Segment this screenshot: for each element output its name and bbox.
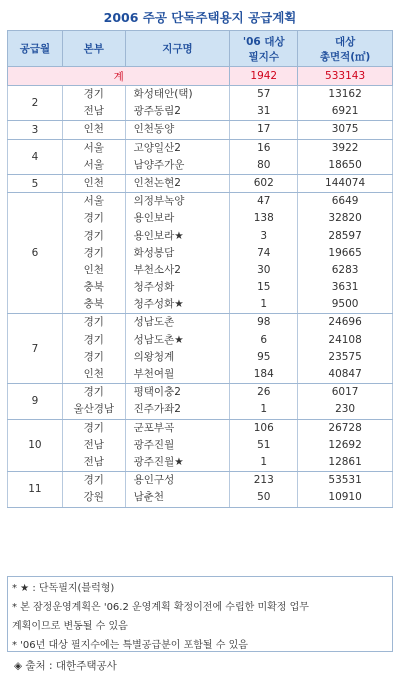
- cell-value: 의정부녹양: [133, 195, 185, 208]
- cell-value: 51: [257, 438, 271, 451]
- table-row: [8, 472, 393, 507]
- cell-value: 15: [257, 281, 271, 294]
- cell-value: 23575: [328, 350, 362, 363]
- cell-value: 19665: [328, 246, 362, 259]
- cell-value: 경기: [83, 88, 104, 100]
- cell-value: 전남: [83, 455, 104, 468]
- cell-value: 13162: [328, 88, 362, 100]
- cell-value: 95: [257, 350, 271, 363]
- cell-value: 남춘천: [133, 491, 165, 504]
- table-row: [8, 193, 393, 314]
- cell-value: 의왕청계: [133, 350, 175, 363]
- lots-cell: [230, 193, 298, 314]
- area-cell: [298, 121, 393, 139]
- table-row: [8, 86, 393, 121]
- source-text: ◈ 출처 : 대한주택공사: [14, 660, 117, 672]
- cell-value: 고양일산2: [133, 141, 181, 154]
- cell-value: 18650: [328, 158, 362, 171]
- cell-value: 경기: [83, 316, 104, 329]
- branch-cell: [62, 174, 125, 192]
- header-district: 지구명: [125, 31, 230, 67]
- lots-cell: [230, 139, 298, 174]
- cell-value: 진주가좌2: [133, 403, 181, 416]
- cell-value: 서울: [83, 195, 104, 208]
- cell-value: 26: [257, 386, 271, 399]
- district-cell: [125, 472, 230, 507]
- lots-cell: [230, 314, 298, 384]
- cell-value: 47: [257, 195, 271, 208]
- header-lots: '06 대상 필지수: [230, 31, 298, 67]
- cell-value: 남양주가운: [133, 158, 185, 171]
- district-cell: [125, 86, 230, 121]
- supply-plan-table: [7, 30, 393, 508]
- table-header-row: [8, 31, 393, 67]
- cell-value: 9500: [331, 298, 359, 311]
- branch-cell: [62, 314, 125, 384]
- cell-value: 경기: [83, 246, 104, 259]
- cell-value: 성남도촌★: [133, 333, 184, 346]
- branch-cell: [62, 121, 125, 139]
- cell-value: 경기: [83, 350, 104, 363]
- table-row: [8, 121, 393, 139]
- lots-cell: [230, 174, 298, 192]
- cell-value: 16: [257, 141, 271, 154]
- notes-box: [7, 576, 393, 652]
- cell-value: 26728: [328, 421, 362, 434]
- table-row: [8, 419, 393, 472]
- cell-value: 경기: [83, 474, 104, 487]
- lots-cell: [230, 472, 298, 507]
- cell-value: 용인구성: [133, 474, 175, 487]
- district-cell: [125, 193, 230, 314]
- cell-value: 6649: [331, 195, 359, 208]
- cell-value: 군포부곡: [133, 421, 175, 434]
- cell-value: 31: [257, 105, 271, 118]
- area-cell: [298, 314, 393, 384]
- cell-value: 213: [253, 474, 274, 487]
- cell-value: 용인보라★: [133, 229, 184, 242]
- cell-value: 충북: [83, 298, 104, 311]
- header-month: 공급월: [8, 31, 63, 67]
- cell-value: 인천: [83, 176, 104, 189]
- month-cell: 5: [8, 174, 63, 192]
- cell-value: 74: [257, 246, 271, 259]
- lots-cell: [230, 419, 298, 472]
- area-cell: [298, 384, 393, 419]
- cell-value: 184: [253, 368, 274, 380]
- table-row: [8, 174, 393, 192]
- cell-value: 용인보라: [133, 212, 175, 225]
- month-cell: 11: [8, 472, 63, 507]
- header-branch: 본부: [62, 31, 125, 67]
- cell-value: 경기: [83, 229, 104, 242]
- district-cell: [125, 384, 230, 419]
- cell-value: 인천논현2: [133, 176, 181, 189]
- area-cell: [298, 472, 393, 507]
- cell-value: 경기: [83, 386, 104, 399]
- cell-value: 3: [260, 229, 268, 242]
- month-cell: 7: [8, 314, 63, 384]
- cell-value: 3075: [331, 123, 359, 136]
- branch-cell: [62, 86, 125, 121]
- branch-cell: [62, 139, 125, 174]
- cell-value: 경기: [83, 421, 104, 434]
- cell-value: 서울: [83, 158, 104, 171]
- cell-value: 6: [260, 333, 268, 346]
- lots-cell: [230, 384, 298, 419]
- cell-value: 부천여월: [133, 368, 175, 380]
- lots-cell: [230, 86, 298, 121]
- cell-value: 광주진월★: [133, 455, 184, 468]
- table-row: [8, 139, 393, 174]
- cell-value: 32820: [328, 212, 362, 225]
- cell-value: 1: [260, 455, 268, 468]
- cell-value: 충북: [83, 281, 104, 294]
- district-cell: [125, 419, 230, 472]
- cell-value: 24108: [328, 333, 362, 346]
- cell-value: 광주동림2: [133, 105, 181, 118]
- cell-value: 24696: [328, 316, 362, 329]
- cell-value: 6283: [331, 263, 359, 276]
- cell-value: 12692: [328, 438, 362, 451]
- cell-value: 성남도촌: [133, 316, 175, 329]
- cell-value: 230: [335, 403, 356, 416]
- month-cell: 10: [8, 419, 63, 472]
- cell-value: 138: [253, 212, 274, 225]
- total-row: [8, 67, 393, 86]
- branch-cell: [62, 472, 125, 507]
- month-cell: 6: [8, 193, 63, 314]
- area-cell: [298, 419, 393, 472]
- cell-value: 30: [257, 263, 271, 276]
- cell-value: 98: [257, 316, 271, 329]
- area-cell: [298, 139, 393, 174]
- cell-value: 1: [260, 403, 268, 416]
- note-line: * ★ : 단독필지(블럭형): [12, 583, 115, 594]
- cell-value: 57: [257, 88, 271, 100]
- cell-value: 10910: [328, 491, 362, 504]
- cell-value: 40847: [328, 368, 362, 380]
- cell-value: 6921: [331, 105, 359, 118]
- header-area: 대상 총면적(㎡): [298, 31, 393, 67]
- area-cell: [298, 86, 393, 121]
- cell-value: 서울: [83, 141, 104, 154]
- cell-value: 광주진월: [133, 438, 175, 451]
- cell-value: 전남: [83, 105, 104, 118]
- cell-value: 12861: [328, 455, 362, 468]
- month-cell: 4: [8, 139, 63, 174]
- month-cell: 2: [8, 86, 63, 121]
- district-cell: [125, 121, 230, 139]
- cell-value: 인천동양: [133, 123, 175, 136]
- cell-value: 화성봉담: [133, 246, 175, 259]
- cell-value: 경기: [83, 333, 104, 346]
- note-line: 계획이므로 변동될 수 있음: [12, 621, 128, 632]
- cell-value: 3922: [331, 141, 359, 154]
- cell-value: 80: [257, 158, 271, 171]
- cell-value: 전남: [83, 438, 104, 451]
- cell-value: 청주성화: [133, 281, 175, 294]
- table-row: [8, 384, 393, 419]
- cell-value: 1: [260, 298, 268, 311]
- cell-value: 602: [253, 176, 274, 189]
- cell-value: 28597: [328, 229, 362, 242]
- cell-value: 강원: [83, 491, 104, 504]
- branch-cell: [62, 384, 125, 419]
- branch-cell: [62, 419, 125, 472]
- cell-value: 청주성화★: [133, 298, 184, 311]
- cell-value: 경기: [83, 212, 104, 225]
- note-line: * 본 잠정운영계획은 '06.2 운영계획 확정이전에 수립한 미확정 업무: [12, 602, 309, 613]
- cell-value: 144074: [325, 176, 366, 189]
- cell-value: 인천: [83, 263, 104, 276]
- month-cell: 9: [8, 384, 63, 419]
- cell-value: 평택이충2: [133, 386, 181, 399]
- cell-value: 화성태안(택): [133, 88, 193, 100]
- total-lots: 1942: [230, 67, 298, 86]
- table-row: [8, 314, 393, 384]
- total-label: 계: [8, 67, 230, 86]
- cell-value: 인천: [83, 123, 104, 136]
- cell-value: 부천소사2: [133, 263, 181, 276]
- cell-value: 인천: [83, 368, 104, 380]
- branch-cell: [62, 193, 125, 314]
- cell-value: 53531: [328, 474, 362, 487]
- district-cell: [125, 174, 230, 192]
- cell-value: 17: [257, 123, 271, 136]
- district-cell: [125, 314, 230, 384]
- cell-value: 3631: [331, 281, 359, 294]
- month-cell: 3: [8, 121, 63, 139]
- note-line: * '06년 대상 필지수에는 특별공급분이 포함될 수 있음: [12, 640, 248, 651]
- total-area: 533143: [298, 67, 393, 86]
- lots-cell: [230, 121, 298, 139]
- area-cell: [298, 174, 393, 192]
- cell-value: 106: [253, 421, 274, 434]
- district-cell: [125, 139, 230, 174]
- page-title: 2006 주공 단독주택용지 공급계획: [103, 10, 297, 25]
- cell-value: 50: [257, 491, 271, 504]
- area-cell: [298, 193, 393, 314]
- cell-value: 6017: [331, 386, 359, 399]
- cell-value: 울산경남: [73, 403, 115, 416]
